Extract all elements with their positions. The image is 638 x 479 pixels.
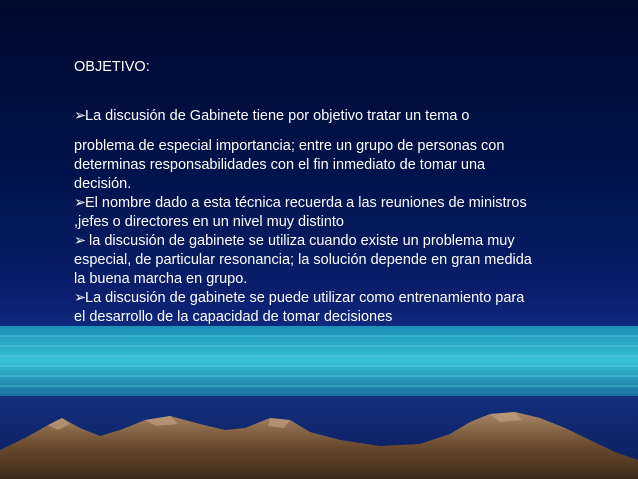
bullet-item bbox=[74, 107, 534, 126]
bullet-text: El nombre dado a esta técnica recuerda a las reuniones de ministros ,jefes o directores en un nivel muy distinto bbox=[74, 195, 527, 230]
slide-heading: OBJETIVO: bbox=[74, 59, 150, 75]
slide-content bbox=[74, 58, 534, 327]
bullet-item bbox=[74, 232, 534, 289]
bullet-text: La discusión de Gabinete tiene por objetivo tratar un tema o bbox=[85, 108, 470, 124]
arrow-bullet-icon: ➢ bbox=[74, 290, 87, 306]
bullet-text: la discusión de gabinete se utiliza cuando existe un problema muy especial, de particular resonancia; la solución depende en gran medida la buena marcha en grupo. bbox=[74, 233, 532, 287]
arrow-bullet-icon: ➢ bbox=[74, 195, 87, 211]
paragraph-continuation: problema de especial importancia; entre un grupo de personas con determinas responsabilidades con el fin inmediato de tomar una decisión. bbox=[74, 138, 505, 192]
arrow-bullet-icon: ➢ bbox=[74, 233, 87, 249]
arrow-bullet-icon: ➢ bbox=[74, 108, 87, 124]
bullet-item bbox=[74, 289, 534, 327]
bullet-item bbox=[74, 194, 534, 232]
paragraph-gap bbox=[74, 126, 534, 137]
bullet-text: La discusión de gabinete se puede utilizar como entrenamiento para el desarrollo de la capacidad de tomar decisiones bbox=[74, 290, 525, 325]
